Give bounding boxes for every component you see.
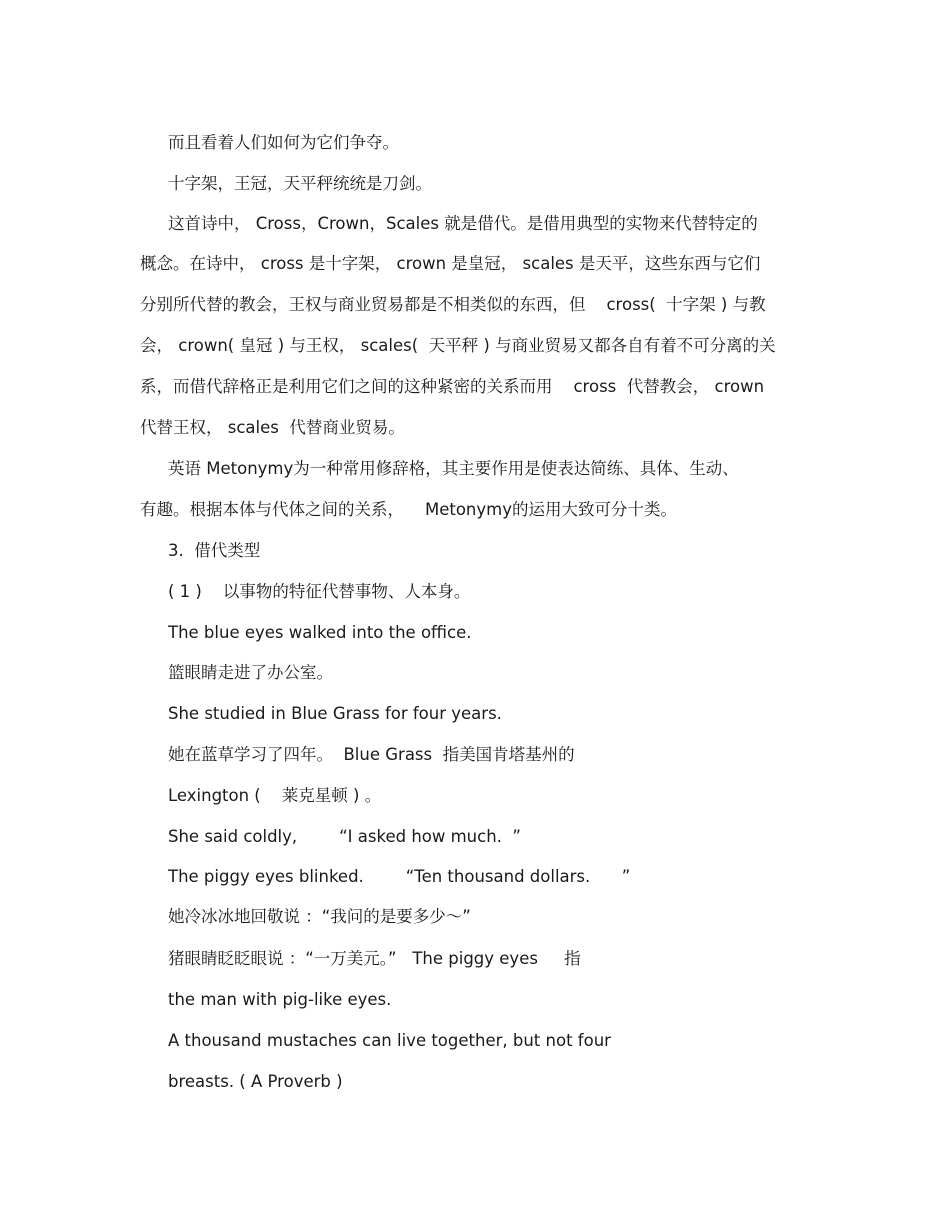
- subsection-heading: ( 1 ) 以事物的特征代替事物、人本身。: [168, 582, 471, 601]
- example-line-5: Lexington ( 莱克星顿 ) 。: [168, 786, 382, 805]
- text-line-4: 概念。在诗中， cross 是十字架， crown 是皇冠， scales 是天平，这些东西与它们: [140, 254, 761, 273]
- example-line-3: She studied in Blue Grass for four years.: [168, 704, 502, 723]
- text-line-5: 分别所代替的教会，王权与商业贸易都是不相类似的东西，但 cross( 十字架 ) 与教: [140, 295, 766, 314]
- example-line-12: breasts. ( A Proverb ): [168, 1072, 343, 1091]
- example-line-11: A thousand mustaches can live together, but not four: [168, 1031, 611, 1050]
- example-line-9: 猪眼睛眨眨眼说 ：“一万美元。” The piggy eyes 指: [168, 949, 581, 968]
- section-heading: 3. 借代类型: [168, 541, 261, 560]
- text-line-7: 系，而借代辞格正是利用它们之间的这种紧密的关系而用 cross 代替教会， crown: [140, 377, 765, 396]
- text-line-1: 而且看着人们如何为它们争夺。: [168, 133, 399, 152]
- example-line-6: She said coldly, “I asked how much. ”: [168, 827, 521, 846]
- text-line-10: 有趣。根据本体与代体之间的关系， Metonymy的运用大致可分十类。: [140, 500, 677, 519]
- example-line-2: 篮眼睛走进了办公室。: [168, 663, 333, 682]
- text-line-3: 这首诗中， Cross，Crown，Scales 就是借代。是借用典型的实物来代替特定的: [168, 214, 758, 233]
- example-line-8: 她冷冰冰地回敬说 ：“我问的是要多少～”: [168, 907, 471, 926]
- example-line-1: The blue eyes walked into the office.: [168, 623, 472, 642]
- example-line-4: 她在蓝草学习了四年。 Blue Grass 指美国肯塔基州的: [168, 745, 575, 764]
- example-line-7: The piggy eyes blinked. “Ten thousand dollars. ”: [168, 867, 631, 886]
- text-line-2: 十字架，王冠，天平秤统统是刀剑。: [168, 174, 432, 193]
- text-line-6: 会， crown( 皇冠 ) 与王权， scales( 天平秤 ) 与商业贸易又都各自有着不可分离的关: [140, 336, 776, 355]
- text-line-9: 英语 Metonymy为一种常用修辞格，其主要作用是使表达简练、具体、生动、: [168, 459, 739, 478]
- text-line-8: 代替王权， scales 代替商业贸易。: [140, 418, 405, 437]
- example-line-10: the man with pig-like eyes.: [168, 990, 392, 1009]
